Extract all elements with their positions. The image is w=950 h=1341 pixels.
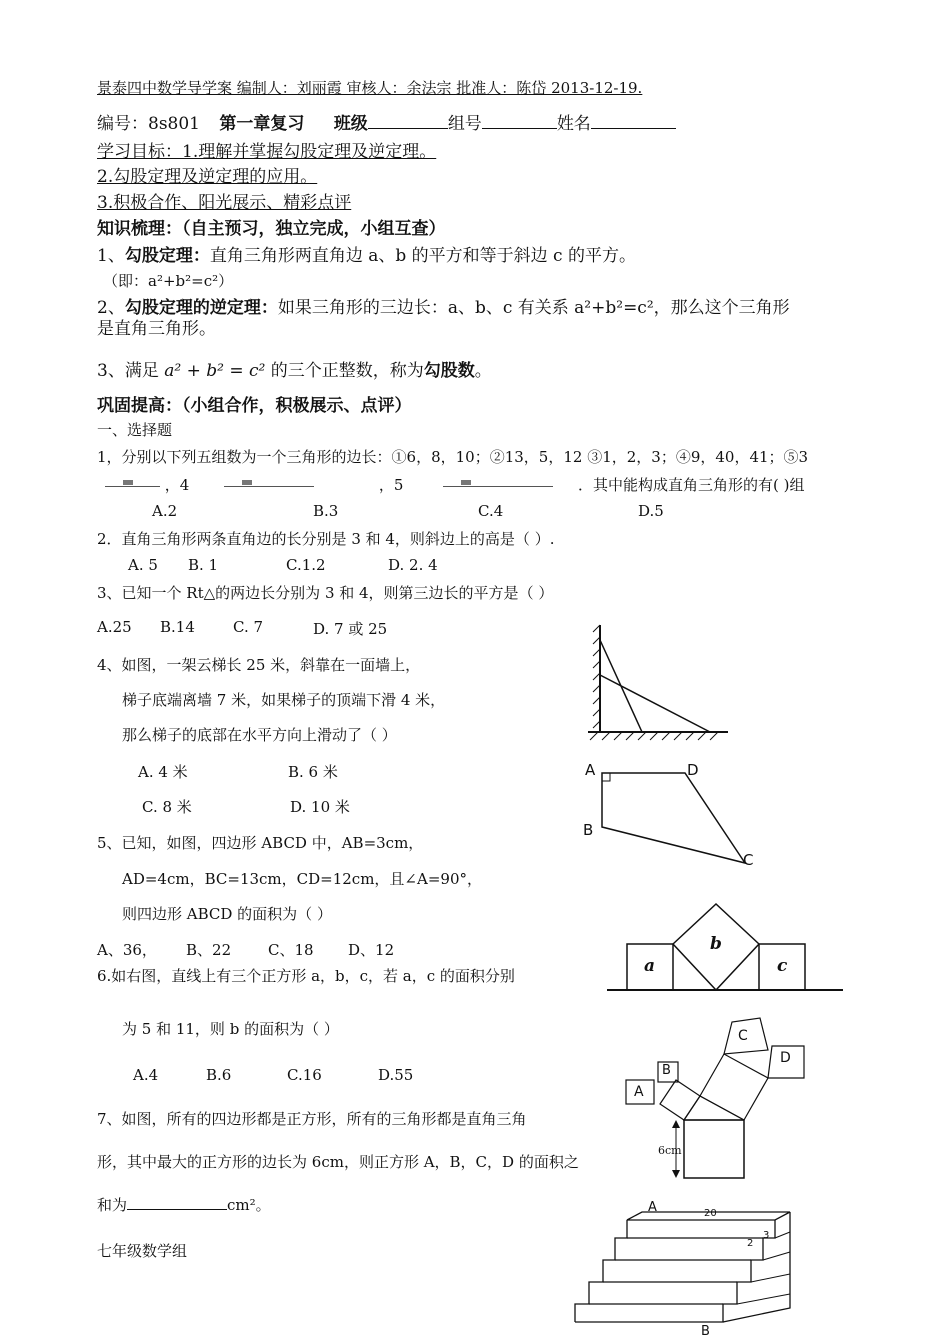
q1-fraction-2: [224, 477, 314, 495]
code-line: [97, 109, 676, 134]
stairs-label-20: 20: [704, 1208, 717, 1219]
q4-option-c[interactable]: C. 8 米: [142, 798, 192, 816]
q4-option-b[interactable]: B. 6 米: [288, 763, 338, 781]
group-label: 组号: [447, 114, 482, 134]
tree-label-c: C: [738, 1028, 748, 1044]
q2-text: 2．直角三角形两条直角边的长分别是 3 和 4，则斜边上的高是（ ）.: [97, 530, 555, 548]
q1-part-b: ，5: [378, 476, 404, 494]
q7-line-1: 7、如图，所有的四边形都是正方形，所有的三角形都是直角三角: [97, 1110, 527, 1128]
q7-suffix: cm²。: [227, 1196, 271, 1214]
q7-line-2: 形，其中最大的正方形的边长为 6cm，则正方形 A，B，C，D 的面积之: [97, 1153, 579, 1171]
q1-part-a: ，4: [164, 476, 190, 494]
k2-term: 勾股定理的逆定理：: [124, 298, 278, 318]
k3-formula: a² + b² = c²: [164, 361, 266, 381]
quadrilateral-figure: [580, 755, 760, 870]
k1-prefix: 1、: [97, 246, 125, 266]
k3-prefix: 3、满足: [97, 361, 159, 381]
header-line: 景泰四中数学导学案 编制人：刘丽霞 审核人：余法宗 批准人：陈岱 2013-12-19.: [97, 79, 643, 97]
q3-option-b[interactable]: B.14: [160, 618, 195, 636]
q7-prefix: 和为: [97, 1196, 128, 1214]
knowledge-3: [97, 356, 492, 381]
tree-dimension: 6cm: [658, 1144, 682, 1157]
square-b-label: b: [710, 934, 722, 954]
tree-label-d: D: [780, 1050, 791, 1066]
q3-option-d[interactable]: D. 7 或 25: [313, 620, 388, 638]
chapter-title: 第一章复习: [219, 114, 305, 134]
class-field[interactable]: [368, 112, 448, 129]
q2-option-b[interactable]: B. 1: [188, 556, 219, 574]
q4-option-d[interactable]: D. 10 米: [290, 798, 350, 816]
goal-3: 3.积极合作、阳光展示、精彩点评: [97, 193, 352, 213]
square-tree-figure: [620, 1012, 835, 1182]
knowledge-2-cont: 是直角三角形。: [97, 319, 216, 339]
stairs-label-3: 3: [763, 1230, 770, 1241]
square-c-label: c: [777, 956, 788, 976]
q6-line-1: 6.如右图，直线上有三个正方形 a，b，c，若 a，c 的面积分别: [97, 967, 515, 985]
q3-option-c[interactable]: C. 7: [233, 618, 264, 636]
ladder-figure: [580, 620, 730, 745]
k2-text: 如果三角形的三边长：a、b、c 有关系 a²+b²=c²，那么这个三角形: [277, 298, 790, 318]
practice-heading: 巩固提高：（小组合作，积极展示、点评）: [97, 396, 412, 416]
q5-option-d[interactable]: D、12: [348, 941, 395, 959]
q3-text: 3、已知一个 Rt△的两边长分别为 3 和 4，则第三边长的平方是（ ）: [97, 584, 554, 602]
knowledge-heading: 知识梳理：（自主预习，独立完成，小组互查）: [97, 219, 446, 239]
q7-answer-field[interactable]: [127, 1193, 227, 1210]
k1-text: 直角三角形两直角边 a、b 的平方和等于斜边 c 的平方。: [209, 246, 636, 266]
q7-line-3: [97, 1193, 271, 1215]
q5-option-c[interactable]: C、18: [268, 941, 314, 959]
q1-fraction-3: [443, 477, 553, 495]
q6-line-2: 为 5 和 11，则 b 的面积为（ ）: [122, 1020, 339, 1038]
q5-option-a[interactable]: A、36，: [97, 941, 157, 959]
knowledge-1: [97, 241, 636, 266]
q4-option-a[interactable]: A. 4 米: [138, 763, 188, 781]
k3-term: 勾股数: [423, 361, 475, 381]
k1-term: 勾股定理：: [124, 246, 210, 266]
stairs-label-2: 2: [747, 1238, 754, 1249]
q5-option-b[interactable]: B、22: [186, 941, 232, 959]
q2-option-c[interactable]: C.1.2: [286, 556, 326, 574]
footer-text: 七年级数学组: [97, 1242, 188, 1260]
q1-fraction-1: [105, 477, 160, 495]
q5-line-2: AD=4cm，BC=13cm，CD=12cm，且∠A=90°，: [122, 870, 482, 888]
stairs-label-b: B: [701, 1324, 710, 1339]
goal-1: 学习目标：1.理解并掌握勾股定理及逆定理。: [97, 142, 437, 162]
name-field[interactable]: [591, 112, 676, 129]
k2-prefix: 2、: [97, 298, 125, 318]
ladder-after: [600, 675, 710, 732]
q1-option-a[interactable]: A.2: [152, 502, 178, 520]
q1-line2: [105, 474, 804, 495]
k3-end: 。: [474, 361, 492, 381]
q1-text: 1，分别以下列五组数为一个三角形的边长：①6，8，10；②13，5，12 ③1，2，3；④9，40，41；⑤3: [97, 448, 809, 466]
q5-line-3: 则四边形 ABCD 的面积为（ ）: [122, 905, 332, 923]
label-a: A: [585, 761, 596, 779]
tree-label-a: A: [634, 1084, 644, 1100]
label-c: C: [743, 851, 754, 869]
three-squares-figure: [605, 900, 845, 995]
q2-option-a[interactable]: A. 5: [128, 556, 158, 574]
q3-option-a[interactable]: A.25: [97, 618, 132, 636]
q1-part-c: ．其中能构成直角三角形的有( )组: [578, 476, 805, 494]
q6-option-b[interactable]: B.6: [206, 1066, 232, 1084]
label-b: B: [583, 821, 594, 839]
class-label: 班级: [333, 114, 368, 134]
doc-code: 编号：8s801: [97, 114, 200, 134]
name-label: 姓名: [556, 114, 591, 134]
q6-option-a[interactable]: A.4: [133, 1066, 159, 1084]
q1-option-c[interactable]: C.4: [478, 502, 504, 520]
q1-option-d[interactable]: D.5: [638, 502, 664, 520]
tree-label-b: B: [662, 1063, 671, 1078]
stairs-label-a: A: [648, 1200, 657, 1215]
q6-option-d[interactable]: D.55: [378, 1066, 414, 1084]
label-d: D: [687, 761, 699, 779]
square-a-label: a: [644, 956, 656, 976]
q1-option-b[interactable]: B.3: [313, 502, 339, 520]
q6-option-c[interactable]: C.16: [287, 1066, 322, 1084]
goal-2: 2.勾股定理及逆定理的应用。: [97, 167, 318, 187]
k3-text: 的三个正整数，称为: [270, 361, 424, 381]
q5-line-1: 5、已知，如图，四边形 ABCD 中，AB=3cm，: [97, 834, 424, 852]
q2-option-d[interactable]: D. 2. 4: [388, 556, 438, 574]
knowledge-1-note: （即：a²+b²=c²）: [103, 272, 234, 290]
stairs-figure: [565, 1198, 805, 1338]
section-choice: 一、选择题: [97, 421, 173, 439]
q4-line-1: 4、如图，一架云梯长 25 米，斜靠在一面墙上，: [97, 656, 421, 674]
q4-line-2: 梯子底端离墙 7 米，如果梯子的顶端下滑 4 米，: [122, 691, 446, 709]
group-field[interactable]: [482, 112, 557, 129]
q4-line-3: 那么梯子的底部在水平方向上滑动了（ ）: [122, 726, 397, 744]
